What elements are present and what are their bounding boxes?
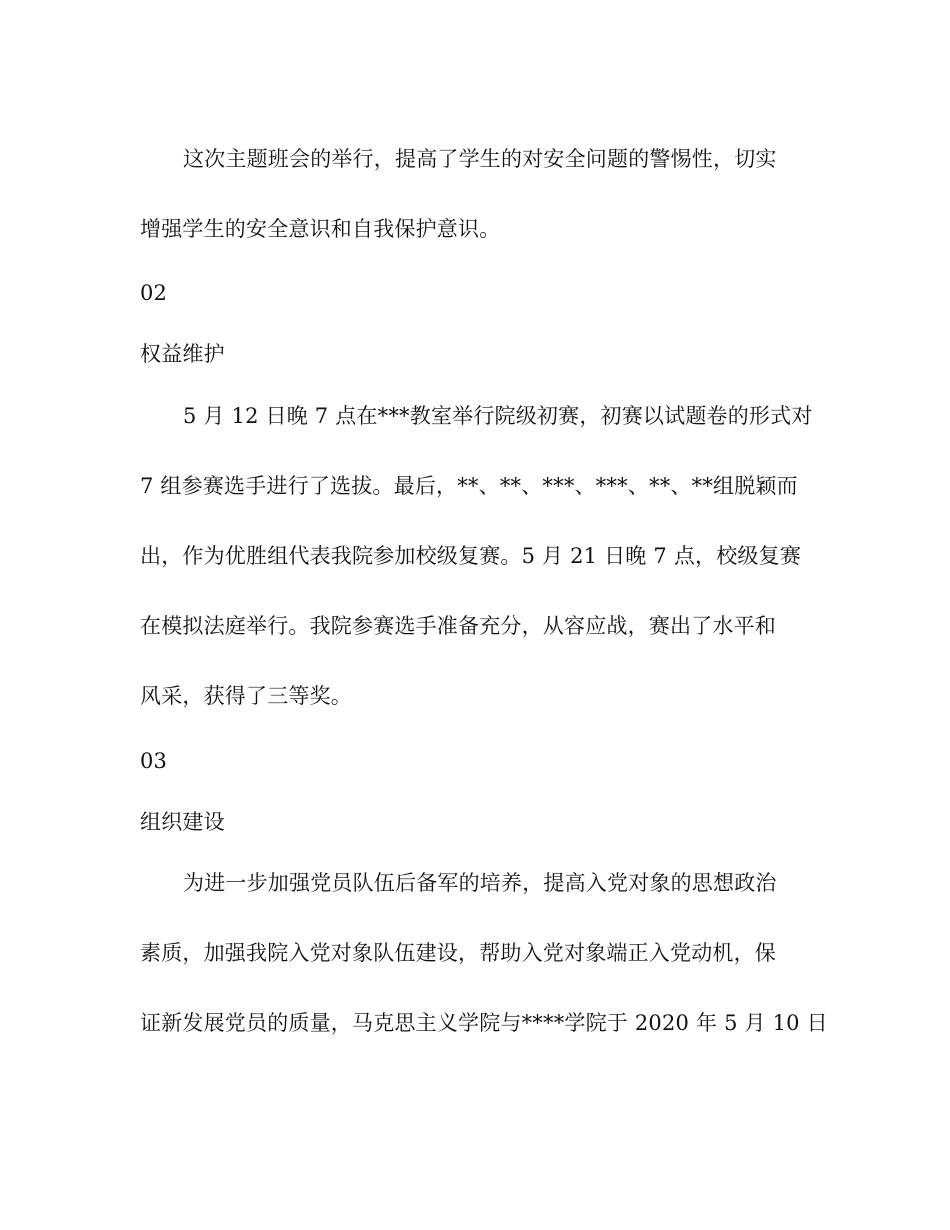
- section-heading: 组织建设: [140, 810, 225, 834]
- section-number: 03: [140, 749, 168, 773]
- paragraph-line: 这次主题班会的举行，提高了学生的对安全问题的警惕性，切实: [183, 147, 777, 171]
- paragraph-line: 增强学生的安全意识和自我保护意识。: [140, 217, 501, 241]
- paragraph-line: 在模拟法庭举行。我院参赛选手准备充分，从容应战，赛出了水平和: [140, 614, 776, 638]
- paragraph-line: 为进一步加强党员队伍后备军的培养，提高入党对象的思想政治: [183, 871, 777, 895]
- paragraph-line: 证新发展党员的质量，马克思主义学院与****学院于 2020 年 5 月 10 日: [140, 1011, 828, 1035]
- section-number: 02: [140, 281, 168, 305]
- paragraph-line: 5 月 12 日晚 7 点在***教室举行院级初赛，初赛以试题卷的形式对: [183, 404, 813, 428]
- section-heading: 权益维护: [140, 342, 225, 366]
- paragraph-line: 风采，获得了三等奖。: [140, 684, 352, 708]
- paragraph-line: 素质，加强我院入党对象队伍建设，帮助入党对象端正入党动机，保: [140, 941, 776, 965]
- paragraph-line: 出，作为优胜组代表我院参加校级复赛。5 月 21 日晚 7 点，校级复赛: [140, 544, 802, 568]
- paragraph-line: 7 组参赛选手进行了选拔。最后，**、**、***、***、**、**组脱颖而: [140, 474, 798, 498]
